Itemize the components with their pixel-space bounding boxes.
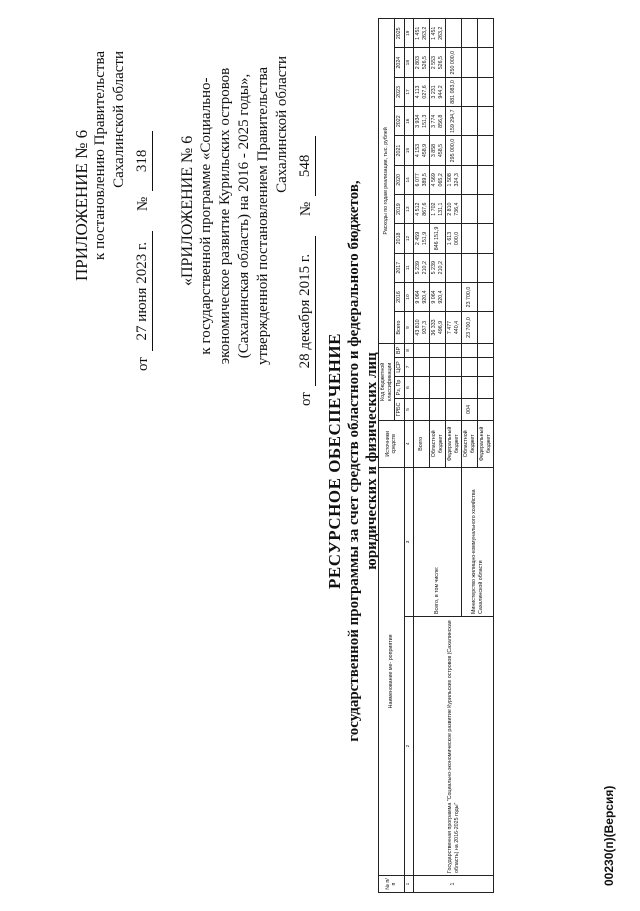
col-header-2024: 2024 [395,48,405,77]
value-cell [462,77,478,106]
csr-cell [414,357,430,376]
value-cell [478,165,494,194]
program-name: Государственная программа "Социально-экономическое развитие Курильских островов (Сахалинская область) на 2016-2025 годы" [414,616,494,875]
value-cell [478,136,494,165]
column-number: 19 [404,19,414,49]
source-cell: Федеральный бюджет [446,420,462,467]
value-cell [462,136,478,165]
value-cell: 3 231 944,2 [430,77,446,106]
value-cell: 2 459 151,9 [414,224,430,253]
value-cell: 23 700,0 [462,282,478,311]
value-cell: 4 153 458,9 [414,136,430,165]
value-cell [446,253,462,282]
value-cell [478,194,494,223]
value-cell: 846 151,9 [430,224,446,253]
value-cell: 23 700,0 [462,312,478,344]
appendix-line: к государственной программе «Социально- [198,77,214,355]
value-cell [462,48,478,77]
value-cell: 4 512 867,6 [414,194,430,223]
value-cell: 2 803 526,5 [414,48,430,77]
column-number: 9 [404,312,414,344]
column-number: 10 [404,282,414,311]
value-cell [478,19,494,49]
rzpr-cell [446,376,462,398]
value-cell [446,282,462,311]
col-header-2022: 2022 [395,107,405,136]
column-number: 6 [404,376,414,398]
column-number: 5 [404,399,414,421]
appendix-date: 28 декабря 2015 г. [296,236,316,386]
column-number: 12 [404,224,414,253]
col-header-budget-code: Код бюджетной классификации [379,343,395,420]
table-row [414,19,430,893]
title-line-3: юридических и физических лиц [364,352,380,570]
appendix-header-original [178,26,316,406]
column-number: 13 [404,194,414,223]
grbs-cell [430,399,446,421]
appendix-line: Сахалинской области [111,51,127,188]
value-cell: 881 083,0 [446,77,462,106]
appendix-line: экономическое развитие Курильских островов [217,67,233,365]
csr-cell [446,357,462,376]
value-cell: 3 934 151,3 [414,107,430,136]
column-number: 4 [404,420,414,467]
vr-cell [414,343,430,357]
appendix-title: ПРИЛОЖЕНИЕ № 6 [72,129,91,281]
appendix-number: 318 [133,131,153,191]
from-label: от [298,392,314,406]
source-cell: Всего [414,420,430,467]
column-number: 11 [404,253,414,282]
value-cell: 4 569 065,2 [430,165,446,194]
column-number: 18 [404,48,414,77]
col-header-total: Всего [395,312,405,344]
source-cell: Федеральный бюджет [478,420,494,467]
appendix-line: Сахалинской области [274,56,290,193]
executor: Министерство жилищно-коммунального хозяйства Сахалинской области [462,467,494,616]
rzpr-cell [478,376,494,398]
rzpr-cell [462,376,478,398]
version-footer: 00230(п)(Версия) [602,785,616,886]
col-header-2016: 2016 [395,282,405,311]
column-number: 15 [404,136,414,165]
value-cell [478,224,494,253]
value-cell: 43 810 937,3 [414,312,430,344]
appendix-number: 548 [296,136,316,196]
from-label: от [135,357,151,371]
col-header-csr: ЦСР [395,357,405,376]
appendix-line: к постановлению Правительства [92,51,108,260]
vr-cell [462,343,478,357]
value-cell: 1 451 263,2 [414,19,430,49]
resource-table [378,18,494,893]
appendix-line: утвержденной постановлением Правительства [255,66,271,366]
value-cell: 3 774 856,8 [430,107,446,136]
col-header-grbs: ГРБС [395,399,405,421]
value-cell: 9 064 920,4 [430,282,446,311]
value-cell: 159 294,7 [446,107,462,136]
vr-cell [446,343,462,357]
col-header-2017: 2017 [395,253,405,282]
appendix-date: 27 июня 2023 г. [133,231,153,351]
value-cell: 6 077 389,5 [414,165,430,194]
value-cell: 36 333 496,9 [430,312,446,344]
vr-cell [478,343,494,357]
value-cell: 3 858 458,5 [430,136,446,165]
value-cell [478,48,494,77]
value-cell: 295 000,0 [446,136,462,165]
value-cell: 9 064 920,4 [414,282,430,311]
value-cell [462,253,478,282]
appendix-dateline [133,41,153,371]
value-cell [462,194,478,223]
value-cell: 2 810 736,4 [446,194,462,223]
vr-cell [430,343,446,357]
col-header-2025: 2025 [395,19,405,49]
value-cell [462,165,478,194]
column-number: 17 [404,77,414,106]
column-number: 3 [404,467,414,616]
value-cell: 5 239 210,2 [430,253,446,282]
number-label: № [135,196,151,212]
title-line-1: РЕСУРСНОЕ ОБЕСПЕЧЕНИЕ [325,333,344,589]
col-header-2020: 2020 [395,165,405,194]
number-label: № [298,201,314,217]
appendix-line: (Сахалинская область) на 2016 - 2025 годы», [236,73,252,359]
title-line-2: государственной программы за счет средств областного и федерального бюджетов, [346,180,362,742]
value-cell [478,107,494,136]
value-cell [478,312,494,344]
col-header-2018: 2018 [395,224,405,253]
col-header-vr: ВР [395,343,405,357]
value-cell [478,282,494,311]
appendix-dateline [296,26,316,406]
source-cell: Областной бюджет [462,420,478,467]
row-number: 1 [414,876,494,893]
value-cell: 1 702 131,1 [430,194,446,223]
col-header-rzpr: Рз, Пр [395,376,405,398]
rzpr-cell [430,376,446,398]
table-header-row [379,19,395,893]
col-header-num: № п/п [379,876,405,893]
csr-cell [478,357,494,376]
value-cell: 1 451 263,2 [430,19,446,49]
value-cell [478,253,494,282]
value-cell: 1 508 324,3 [446,165,462,194]
column-number: 1 [404,876,414,893]
col-header-expenses: Расходы по годам реализации, тыс. рублей [379,19,395,344]
col-header-2019: 2019 [395,194,405,223]
table-body [414,19,494,893]
column-numbers-row [404,19,414,893]
col-header-name: Наименование ме- роприятия [379,467,405,875]
appendix-header-current [72,41,153,371]
executor: Всего, в том числе: [414,467,462,616]
column-number: 14 [404,165,414,194]
grbs-cell [414,399,430,421]
rzpr-cell [414,376,430,398]
value-cell: 4 113 027,6 [414,77,430,106]
grbs-cell [446,399,462,421]
source-cell: Областной бюджет [430,420,446,467]
value-cell [478,77,494,106]
value-cell [462,19,478,49]
value-cell: 2 553 526,5 [430,48,446,77]
csr-cell [462,357,478,376]
column-number: 2 [404,616,414,875]
value-cell [462,107,478,136]
grbs-cell [478,399,494,421]
grbs-cell: 004 [462,399,478,421]
col-header-source: Источники средств [379,420,405,467]
value-cell [462,224,478,253]
csr-cell [430,357,446,376]
column-number: 7 [404,357,414,376]
col-header-2023: 2023 [395,77,405,106]
column-number: 8 [404,343,414,357]
value-cell [446,19,462,49]
value-cell: 1 613 000,0 [446,224,462,253]
document-title [325,41,381,881]
value-cell: 5 239 210,2 [414,253,430,282]
col-header-2021: 2021 [395,136,405,165]
appendix-title: «ПРИЛОЖЕНИЕ № 6 [179,135,196,286]
value-cell: 250 000,0 [446,48,462,77]
value-cell: 7 477 440,4 [446,312,462,344]
column-number: 16 [404,107,414,136]
